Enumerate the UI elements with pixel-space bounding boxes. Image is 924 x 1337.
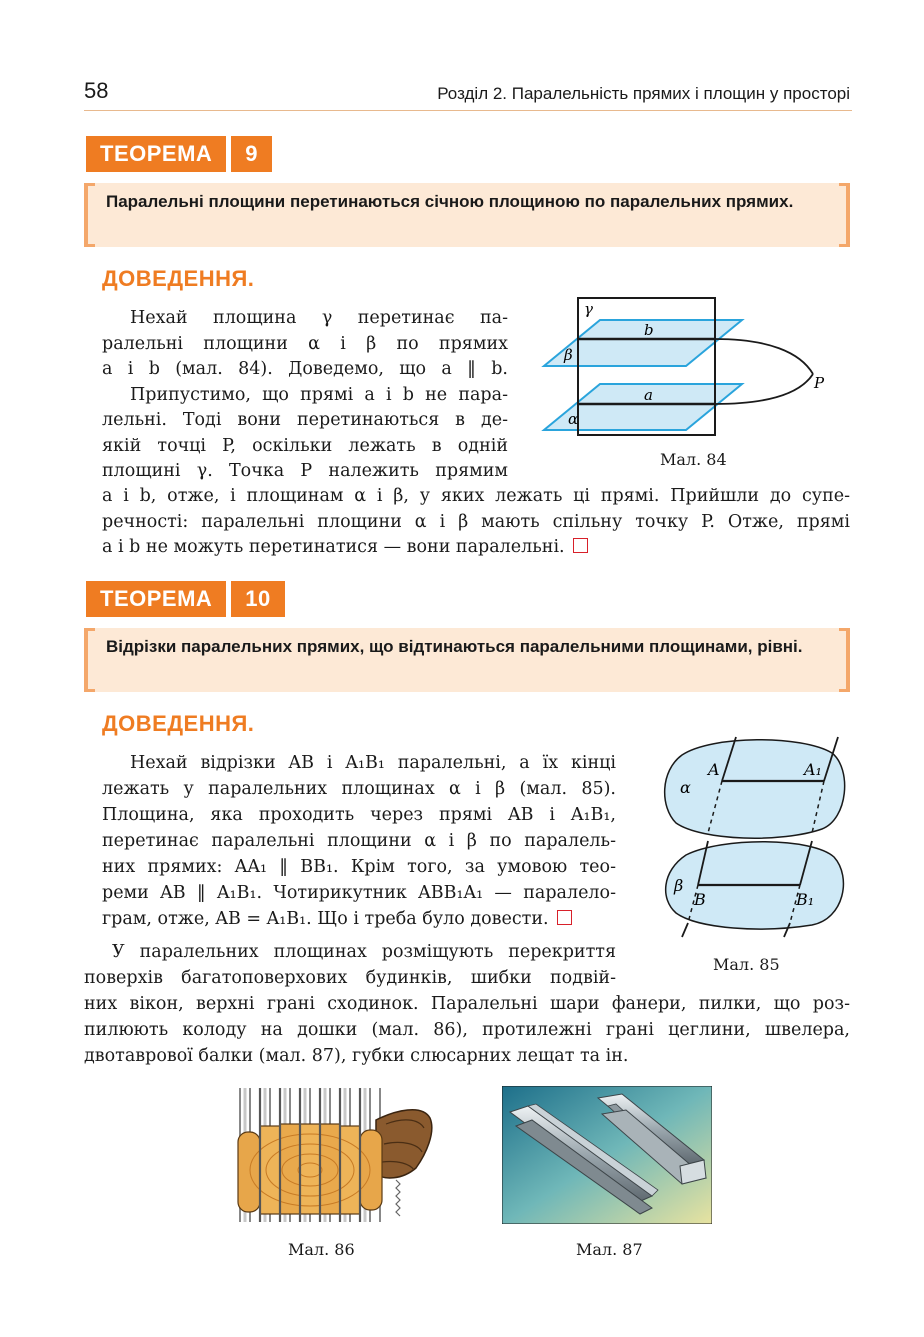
theorem-10-statement-box bbox=[84, 628, 850, 692]
proof-9-text-wide bbox=[102, 484, 850, 561]
label-alpha: α bbox=[568, 410, 579, 428]
proof-9-heading: ДОВЕДЕННЯ. bbox=[102, 266, 255, 291]
figure-86-caption: Мал. 86 bbox=[288, 1240, 355, 1259]
proof-10-line: лежать у паралельних площинах α і β (мал. 85). bbox=[102, 779, 616, 799]
applications-line: двотаврової балки (мал. 87), губки слюсарних лещат та ін. bbox=[84, 1046, 629, 1066]
label-beta: β bbox=[564, 346, 573, 364]
label-a: a bbox=[644, 386, 653, 404]
proof-9-line: Припустимо, що прямі a і b не пара- bbox=[130, 384, 508, 405]
theorem-9-statement-box bbox=[84, 183, 850, 247]
applications-line: пилюють колоду на дошки (мал. 86), протилежні грані цеглини, швелера, bbox=[84, 1020, 850, 1040]
plane-alpha bbox=[665, 740, 845, 838]
label-alpha: α bbox=[680, 778, 691, 797]
proof-9-line: речності: паралельні площини α і β мають спільну точку P. Отже, прямі bbox=[102, 511, 850, 532]
proof-10-line: грам, отже, AB = A₁B₁. Що і треба було довести. bbox=[102, 909, 549, 929]
proof-9-line: a і b, отже, і площинам α і β, у яких лежать ці прямі. Прийшли до супе- bbox=[102, 486, 850, 506]
proof-9-line: лельні. Тоді вони перетинаються в де- bbox=[102, 410, 508, 430]
page-number: 58 bbox=[84, 78, 109, 103]
proof-10-line: них прямих: AA₁ ‖ BB₁. Крім того, за умовою тео- bbox=[102, 857, 616, 877]
proof-9-line: ралельні площини α і β по прямих bbox=[102, 333, 508, 354]
proof-9-line: площині γ. Точка P належить прямим bbox=[102, 461, 508, 481]
theorem-10-badge bbox=[86, 581, 285, 617]
theorem-9-statement: Паралельні площини перетинаються січною площиною по паралельних прямих. bbox=[106, 192, 794, 211]
figure-87-caption: Мал. 87 bbox=[576, 1240, 643, 1259]
figure-84-caption: Мал. 84 bbox=[660, 450, 727, 469]
theorem-9-badge bbox=[86, 136, 272, 172]
theorem-number: 10 bbox=[231, 581, 284, 617]
proof-10-line: реми AB ‖ A₁B₁. Чотирикутник ABB₁A₁ — паралело- bbox=[102, 883, 616, 903]
proof-10-line-last bbox=[102, 906, 616, 932]
qed-square-icon bbox=[557, 910, 572, 925]
theorem-label: ТЕОРЕМА bbox=[86, 136, 226, 172]
label-A1: A₁ bbox=[804, 760, 822, 779]
applications-line: них вікон, верхні грані сходинок. Паралельні шари фанери, пилки, що роз- bbox=[84, 994, 850, 1014]
label-beta: β bbox=[674, 876, 684, 895]
applications-text-wide bbox=[84, 991, 850, 1069]
plane-beta bbox=[544, 320, 742, 366]
proof-9-line: a і b не можуть перетинатися — вони паралельні. bbox=[102, 537, 565, 557]
proof-10-line: Нехай відрізки AB і A₁B₁ паралельні, а їх кінці bbox=[130, 753, 616, 773]
proof-10-heading: ДОВЕДЕННЯ. bbox=[102, 711, 255, 736]
theorem-label: ТЕОРЕМА bbox=[86, 581, 226, 617]
qed-square-icon bbox=[573, 538, 588, 553]
label-B1: B₁ bbox=[796, 890, 815, 909]
theorem-10-statement: Відрізки паралельних прямих, що відтинаються паралельними площинами, рівні. bbox=[106, 637, 803, 656]
figure-85-diagram bbox=[662, 733, 852, 939]
header-rule bbox=[84, 110, 852, 111]
label-A: A bbox=[708, 760, 720, 779]
label-B: B bbox=[694, 890, 706, 909]
label-P: P bbox=[814, 374, 825, 392]
figure-86-image bbox=[226, 1084, 436, 1226]
proof-9-line-last bbox=[102, 535, 850, 561]
label-b: b bbox=[644, 321, 654, 339]
figure-84-diagram bbox=[538, 292, 828, 442]
figure-87-image bbox=[502, 1086, 712, 1224]
proof-9-line: a і b (мал. 84). Доведемо, що a ‖ b. bbox=[102, 359, 508, 379]
proof-9-line: Нехай площина γ перетинає па- bbox=[130, 308, 508, 328]
proof-9-line: якій точці P, оскільки лежать в одній bbox=[102, 435, 508, 456]
applications-line: поверхів багатоповерхових будинків, шибки подвій- bbox=[84, 968, 616, 988]
figure-85-caption: Мал. 85 bbox=[713, 955, 780, 974]
proof-10-line: перетинає паралельні площини α і β по паралель- bbox=[102, 831, 616, 851]
section-title: Розділ 2. Паралельність прямих і площин у просторі bbox=[437, 84, 850, 103]
proof-10-text bbox=[102, 750, 616, 932]
applications-line: У паралельних площинах розміщують перекриття bbox=[112, 942, 616, 962]
proof-9-text-narrow bbox=[102, 306, 508, 485]
label-gamma: γ bbox=[584, 300, 593, 318]
theorem-number: 9 bbox=[231, 136, 272, 172]
proof-10-line: Площина, яка проходить через прямі AB і A₁B₁, bbox=[102, 805, 616, 825]
applications-text-narrow bbox=[84, 939, 616, 991]
